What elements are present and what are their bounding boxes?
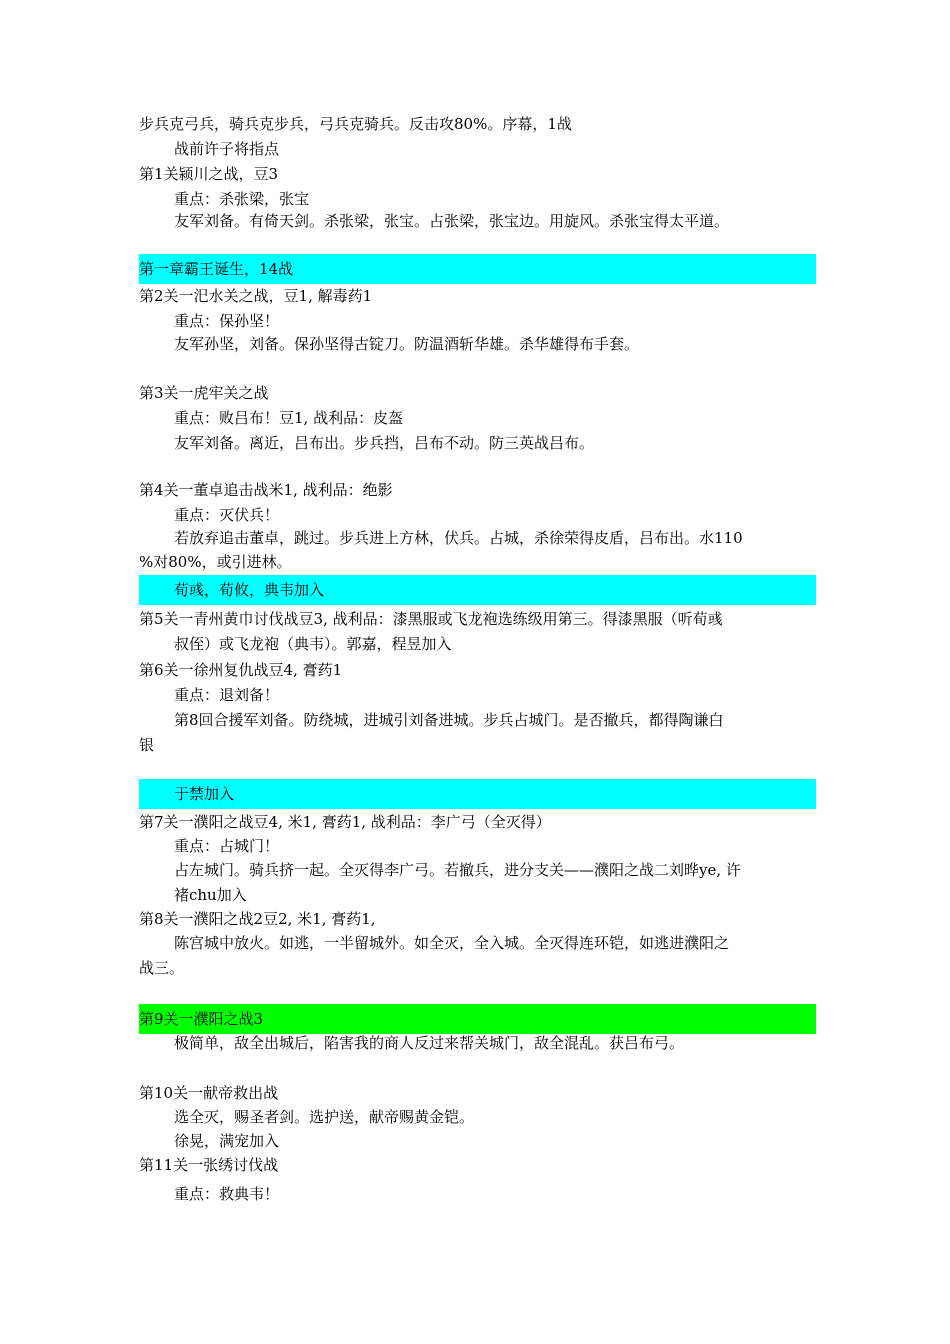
text-line: 选全灭，赐圣者剑。选护送，献帝赐黄金铠。 — [174, 1108, 475, 1126]
level-heading: 第2关一汜水关之战，豆1, 解毒药1 — [139, 287, 373, 305]
join-notice: 荀彧，荀攸，典韦加入 — [139, 575, 816, 605]
level-heading: 第1关颍川之战，豆3 — [139, 165, 279, 183]
text-line: %对80%，或引进林。 — [139, 553, 292, 571]
key-point: 重点：败吕布！豆1, 战利品：皮盔 — [174, 409, 404, 427]
text-line: 褚chu加入 — [174, 886, 247, 904]
text-line: 陈宫城中放火。如逃，一半留城外。如全灭，全入城。全灭得连环铠，如逃进濮阳之 — [174, 934, 730, 952]
level-heading: 第5关一青州黄巾讨伐战豆3, 战利品：漆黑服或飞龙袍选练级用第三。得漆黑服（听荀彧 — [139, 610, 723, 628]
key-point: 重点：占城门！ — [174, 837, 280, 855]
text-line: 战三。 — [139, 959, 185, 977]
level-heading: 第4关一董卓追击战米1, 战利品：绝影 — [139, 481, 393, 499]
key-point: 重点：救典韦！ — [174, 1185, 280, 1203]
text-line: 极简单，敌全出城后，陷害我的商人反过来帮关城门，敌全混乱。获吕布弓。 — [174, 1034, 685, 1052]
text-line: 第8回合援军刘备。防绕城，进城引刘备进城。步兵占城门。是否撤兵，都得陶谦白 — [174, 711, 724, 729]
level-heading: 第3关一虎牢关之战 — [139, 384, 269, 402]
text-line: 叔侄）或飞龙袍（典韦）。郭嘉，程昱加入 — [174, 635, 452, 653]
text-line: 银 — [139, 736, 155, 754]
chapter-heading: 第一章霸王诞生，14战 — [139, 254, 816, 284]
text-line: 战前许子将指点 — [174, 140, 280, 158]
text-line: 友军刘备。有倚天剑。杀张梁，张宝。占张梁，张宝边。用旋风。杀张宝得太平道。 — [174, 212, 730, 230]
level-heading-highlighted: 第9关一濮阳之战3 — [139, 1004, 816, 1034]
key-point: 重点：杀张梁，张宝 — [174, 190, 310, 208]
level-heading: 第7关一濮阳之战豆4, 米1, 膏药1, 战利品：李广弓（全灭得） — [139, 813, 551, 831]
text-line: 友军刘备。离近，吕布出。步兵挡，吕布不动。防三英战吕布。 — [174, 434, 595, 452]
join-notice: 于禁加入 — [139, 779, 816, 809]
text-line: 步兵克弓兵，骑兵克步兵，弓兵克骑兵。反击攻80%。序幕，1战 — [139, 115, 572, 133]
level-heading: 第8关一濮阳之战2豆2, 米1, 膏药1, — [139, 910, 376, 928]
level-heading: 第10关一献帝救出战 — [139, 1084, 279, 1102]
level-heading: 第6关一徐州复仇战豆4, 膏药1 — [139, 661, 343, 679]
key-point: 重点：灭伏兵！ — [174, 506, 280, 524]
key-point: 重点：退刘备！ — [174, 686, 280, 704]
key-point: 重点：保孙坚！ — [174, 312, 280, 330]
text-line: 若放弃追击董卓，跳过。步兵进上方林，伏兵。占城，杀徐荣得皮盾，吕布出。水110 — [174, 529, 743, 547]
text-line: 友军孙坚，刘备。保孙坚得古锭刀。防温酒斩华雄。杀华雄得布手套。 — [174, 335, 640, 353]
level-heading: 第11关一张绣讨伐战 — [139, 1156, 279, 1174]
join-notice: 徐晃，满宠加入 — [174, 1132, 280, 1150]
text-line: 占左城门。骑兵挤一起。全灭得李广弓。若撤兵，进分支关——濮阳之战二刘晔ye, 许 — [174, 861, 741, 879]
